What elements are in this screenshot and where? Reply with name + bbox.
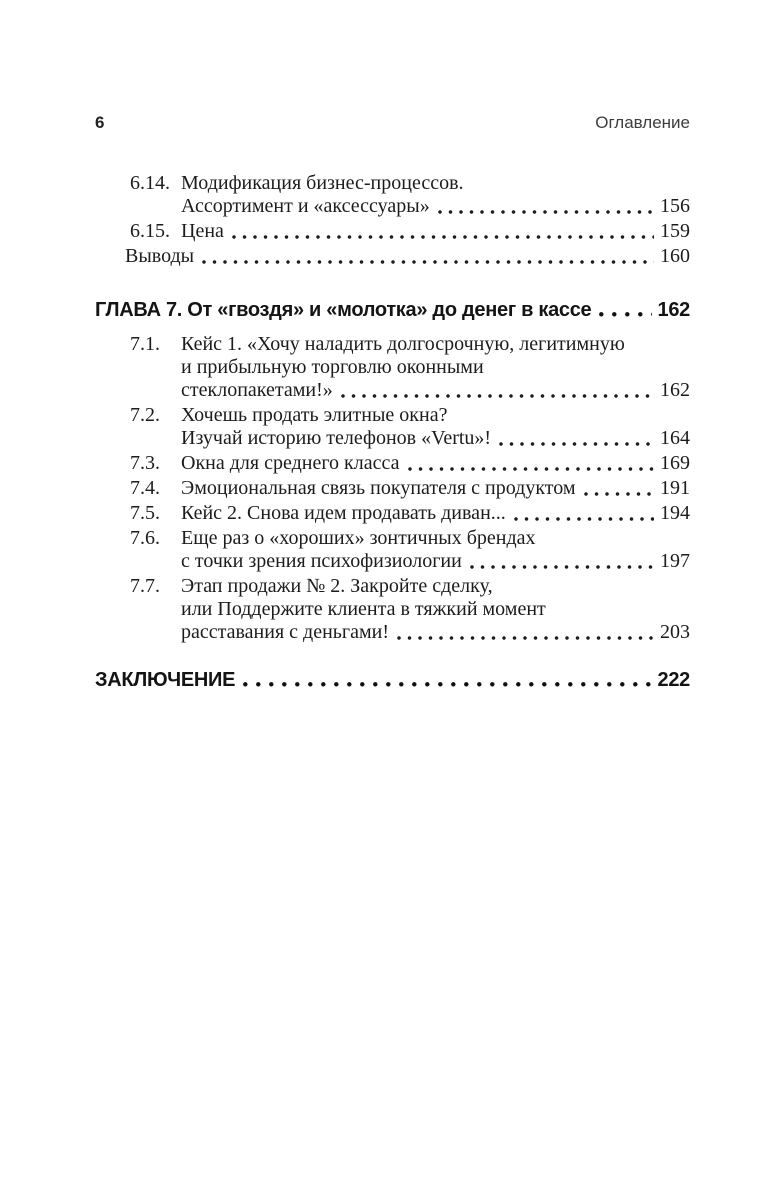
toc-entry-line bbox=[181, 356, 690, 379]
entry-text: Ассортимент и «аксессуары» bbox=[181, 195, 430, 217]
entry-text: и прибыльную торговлю оконными bbox=[181, 356, 484, 378]
entry-text: или Поддержите клиента в тяжкий момент bbox=[181, 598, 546, 620]
entry-text: Модификация бизнес-процессов. bbox=[181, 172, 464, 194]
toc-entry bbox=[95, 452, 690, 475]
chapter-title: ГЛАВА 7. От «гвоздя» и «молотка» до денег в кассе bbox=[95, 299, 592, 321]
entry-text: Цена bbox=[181, 220, 224, 242]
entry-number: 6.14. bbox=[130, 172, 170, 194]
entry-text: Еще раз о «хороших» зонтичных брендах bbox=[181, 527, 536, 549]
entry-text: Окна для среднего класса bbox=[181, 452, 400, 474]
toc-entry-list bbox=[95, 172, 690, 268]
entry-text: Изучай историю телефонов «Vertu»! bbox=[181, 427, 492, 449]
entry-text: Этап продажи № 2. Закройте сделку, bbox=[181, 575, 493, 597]
toc-entry-line bbox=[181, 598, 690, 621]
toc-entry bbox=[95, 575, 690, 644]
dot-leader bbox=[333, 379, 660, 402]
toc-entry bbox=[95, 404, 690, 450]
toc-entry-line bbox=[181, 477, 690, 500]
toc-entry bbox=[95, 333, 690, 402]
entry-page-number: 169 bbox=[660, 452, 690, 474]
entry-number: 6.15. bbox=[130, 220, 170, 242]
toc-entry-line bbox=[181, 502, 690, 525]
entry-number: 7.4. bbox=[130, 477, 160, 499]
folio-page-number: 6 bbox=[95, 113, 105, 132]
toc-chapter-group bbox=[95, 668, 690, 692]
entry-page-number: 160 bbox=[660, 245, 690, 267]
dot-leader bbox=[462, 550, 660, 573]
entry-page-number: 194 bbox=[660, 502, 690, 524]
toc-entry bbox=[95, 245, 690, 268]
toc-entry-line bbox=[181, 575, 690, 598]
toc-entry-line bbox=[181, 172, 690, 195]
toc-entry-line bbox=[181, 550, 690, 573]
toc-entry bbox=[95, 220, 690, 243]
entry-number: 7.5. bbox=[130, 502, 160, 524]
table-of-contents bbox=[95, 172, 690, 692]
toc-entry bbox=[95, 527, 690, 573]
toc-entry-line bbox=[181, 427, 690, 450]
toc-entry bbox=[95, 172, 690, 218]
toc-entry-list bbox=[95, 333, 690, 644]
entry-number: 7.3. bbox=[130, 452, 160, 474]
dot-leader bbox=[591, 298, 657, 322]
dot-leader bbox=[400, 452, 661, 475]
dot-leader bbox=[506, 502, 660, 525]
toc-chapter-heading-row bbox=[95, 298, 690, 322]
running-header: Оглавление bbox=[595, 113, 690, 132]
toc-entry bbox=[95, 502, 690, 525]
toc-entry-line bbox=[181, 195, 690, 218]
toc-entry-line bbox=[181, 527, 690, 550]
dot-leader bbox=[389, 621, 660, 644]
toc-entry-line bbox=[181, 333, 690, 356]
dot-leader bbox=[576, 477, 660, 500]
entry-text: Кейс 1. «Хочу наладить долгосрочную, легитимную bbox=[181, 333, 625, 355]
toc-entry-line bbox=[125, 245, 690, 268]
toc-entry-line bbox=[181, 621, 690, 644]
entry-page-number: 164 bbox=[660, 427, 690, 449]
toc-entry-line bbox=[181, 452, 690, 475]
entry-number: 7.7. bbox=[130, 575, 160, 597]
page-header bbox=[95, 113, 690, 133]
toc-chapter-heading-row bbox=[95, 668, 690, 692]
entry-text: с точки зрения психофизиологии bbox=[181, 550, 462, 572]
toc-group bbox=[95, 172, 690, 268]
entry-text: Эмоциональная связь покупателя с продуктом bbox=[181, 477, 576, 499]
entry-page-number: 156 bbox=[660, 195, 690, 217]
toc-entry-line bbox=[181, 379, 690, 402]
entry-page-number: 159 bbox=[660, 220, 690, 242]
chapter-title: ЗАКЛЮЧЕНИЕ bbox=[95, 669, 236, 691]
dot-leader bbox=[235, 668, 657, 692]
dot-leader bbox=[491, 427, 660, 450]
entry-page-number: 191 bbox=[660, 477, 690, 499]
entry-text: Выводы bbox=[125, 245, 195, 267]
chapter-page-number: 222 bbox=[657, 669, 690, 691]
entry-text: Кейс 2. Снова идем продавать диван... bbox=[181, 502, 506, 524]
entry-number: 7.6. bbox=[130, 527, 160, 549]
entry-text: Хочешь продать элитные окна? bbox=[181, 404, 448, 426]
entry-page-number: 162 bbox=[660, 379, 690, 401]
toc-entry bbox=[95, 477, 690, 500]
dot-leader bbox=[224, 220, 660, 243]
entry-text: расставания с деньгами! bbox=[181, 621, 390, 643]
toc-entry-line bbox=[181, 220, 690, 243]
entry-page-number: 203 bbox=[660, 621, 690, 643]
dot-leader bbox=[194, 245, 660, 268]
chapter-page-number: 162 bbox=[657, 299, 690, 321]
dot-leader bbox=[430, 195, 660, 218]
entry-text: стеклопакетами!» bbox=[181, 379, 333, 401]
toc-entry-line bbox=[181, 404, 690, 427]
entry-number: 7.2. bbox=[130, 404, 160, 426]
entry-page-number: 197 bbox=[660, 550, 690, 572]
entry-number: 7.1. bbox=[130, 333, 160, 355]
toc-chapter-group bbox=[95, 298, 690, 644]
